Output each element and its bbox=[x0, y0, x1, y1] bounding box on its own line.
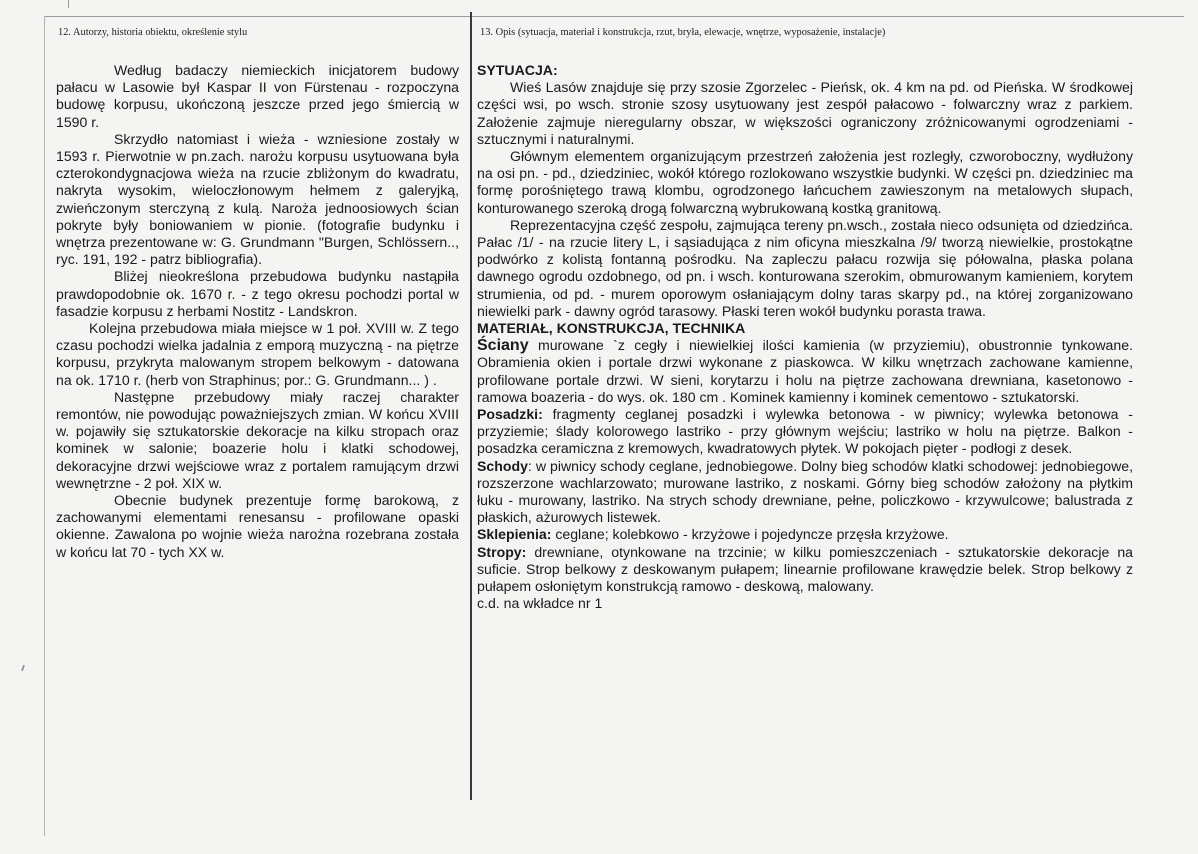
item-label: Posadzki: bbox=[477, 406, 543, 423]
history-paragraph: Obecnie budynek prezentuje formę barokową, z zachowanymi elementami renesansu - profilowane opaski okienne. Zawalona po wojnie wieża narożna rozebrana została w końcu lat 70 - tych XX w. bbox=[56, 492, 459, 560]
material-item-walls bbox=[477, 337, 1133, 406]
item-text: fragmenty ceglanej posadzki i wylewka betonowa - w piwnicy; wylewka betonowa - przyziemie; ślady kolorowego lastriko - przy głównym wejściu; lastriko w holu na piętrze. Balkon - posadzka ceramiczna z kremowych, kwadratowych płytek. W pokojach pięter - podłogi z desek. bbox=[477, 406, 1133, 457]
section-header-right: 13. Opis (sytuacja, materiał i konstrukcja, rzut, bryła, elewacje, wnętrze, wyposażenie, instalacje) bbox=[480, 27, 886, 38]
history-paragraph: Następne przebudowy miały raczej charakter remontów, nie powodując poważniejszych zmian. W końcu XVIII w. pojawiły się sztukatorskie dekoracje na kilku stropach oraz kominek w salonie; boazerie holu i klatki schodowej, dekoracyjne drzwi wejściowe wraz z portalem ramującym drzwi wewnętrzne - 2 poł. XIX w. bbox=[56, 388, 459, 491]
sytuacja-paragraph: Głównym elementem organizującym przestrzeń założenia jest rozległy, czworoboczny, wydłużony na osi pn. - pd., dziedziniec, wokół którego rozlokowano wszystkie budynki. W części pn. dziedziniec ma formę porośniętego trawą klombu, ogrodzonego łańcuchem zawieszonym na metalowych słupach, konturowanego szeroką drogą folwarczną wybrukowaną kostką granitową. bbox=[477, 148, 1133, 216]
material-item-ceilings bbox=[477, 544, 1133, 596]
item-label: Sklepienia: bbox=[477, 526, 552, 543]
column-divider bbox=[470, 12, 472, 800]
material-heading: MATERIAŁ, KONSTRUKCJA, TECHNIKA bbox=[477, 320, 746, 337]
sytuacja-heading: SYTUACJA: bbox=[477, 62, 558, 78]
continuation-note: c.d. na wkładce nr 1 bbox=[477, 595, 603, 612]
material-item-vaults bbox=[477, 526, 1133, 543]
sytuacja-paragraph: Reprezentacyjna część zespołu, zajmująca tereny pn.wsch., została nieco odsunięta od dziedzińca. Pałac /1/ - na rzucie litery L, i sąsiadująca z nim oficyna mieszkalna /9/ tworzą niewielkie, prostokątne podwórko z kolistą fontanną pośrodku. Na zapleczu pałacu rozwija się półowalna, płaska polana dawnego ogrodu ozdobnego, od pn. i wsch. konturowana szerokim, obmurowanym kamieniem, korytem strumienia, od pd. - murem oporowym osłaniającym dolny taras skarpy pd., na której zorganizowano niewielki park - dawny ogród tarasowy. Płaski teren wokół budynku porasta trawa. bbox=[477, 216, 1133, 319]
item-text: ceglane; kolebkowo - krzyżowe i pojedyncze przęsła krzyżowe. bbox=[551, 526, 949, 543]
frame-left-line bbox=[44, 16, 45, 836]
history-paragraph: Według badaczy niemieckich inicjatorem budowy pałacu w Lasowie był Kaspar II von Fürstenau - rozpoczyna budowę korpusu, ukończoną jeszcze przed jego śmiercią w 1590 r. bbox=[56, 62, 459, 130]
material-item-stairs bbox=[477, 458, 1133, 527]
sytuacja-paragraph: Wieś Lasów znajduje się przy szosie Zgorzelec - Pieńsk, ok. 4 km na pd. od Pieńska. W środkowej części wsi, po wsch. stronie szosy usytuowany jest zespół pałacowo - folwarczny wraz z parkiem. Założenie zajmuje nieregularny obszar, w większości ograniczony zróżnicowanymi ogrodzeniami - sztucznymi i naturalnymi. bbox=[477, 79, 1133, 147]
history-paragraph: Kolejna przebudowa miała miejsce w 1 poł. XVIII w. Z tego czasu pochodzi wielka jadalnia z emporą muzyczną - na piętrze korpusu, przykryta malowanym stropem belkowym - datowana na ok. 1710 r. (herb von Straphinus; por.: G. Grundmann... ) . bbox=[56, 320, 459, 388]
item-text: : w piwnicy schody ceglane, jednobiegowe. Dolny bieg schodów klatki schodowej: jednobiegowe, rozszerzone wachlarzowato; murowane lastriko, z noskami. Górny bieg schodów założony na płytkim łuku - murowany, lastriko. Na strych schody drewniane, pełne, policzkowo - krzywulcowe; balustrada z płaskich, ażurowych listewek. bbox=[477, 457, 1133, 526]
scan-mark bbox=[21, 665, 25, 671]
item-label: Schody bbox=[477, 457, 528, 474]
material-item-floors bbox=[477, 406, 1133, 458]
history-column bbox=[56, 62, 459, 561]
scan-mark bbox=[68, 0, 69, 8]
item-text: drewniane, otynkowane na trzcinie; w kilku pomieszczeniach - sztukatorskie dekoracje na suficie. Strop belkowy z deskowanym pułapem; linearnie profilowane krawędzie belek. Strop belkowy z pułapem osłoniętym konstrukcją ramowo - deskową, malowany. bbox=[477, 543, 1133, 595]
section-header-left: 12. Autorzy, historia obiektu, określenie stylu bbox=[58, 27, 248, 38]
history-paragraph: Bliżej nieokreślona przebudowa budynku nastąpiła prawdopodobnie ok. 1670 r. - z tego okresu pochodzi portal w fasadzie korpusu z herbami Nostitz - Landskron. bbox=[56, 268, 459, 319]
history-paragraph: Skrzydło natomiast i wieża - wzniesione zostały w 1593 r. Pierwotnie w pn.zach. narożu korpusu usytuowana była czterokondygnacjowa wieża na rzucie zbliżonym do kwadratu, nakryta wysokim, wieloczłonowym hełmem z galeryjką, zwieńczonym sterczyną z kulą. Naroża jednoosiowych ścian pokryte były boniowaniem w pionie. (fotografie budynku i wnętrza prezentowane w: G. Grundmann "Burgen, Schlössern.., ryc. 191, 192 - patrz bibliografia). bbox=[56, 130, 459, 268]
description-column bbox=[477, 62, 1133, 613]
frame-top-line bbox=[44, 16, 1184, 17]
item-text: murowane `z cegły i niewielkiej ilości kamienia (w przyziemiu), obustronnie tynkowane. Obramienia okien i portale drzwi wykonane z piaskowca. W kilku wnętrzach zachowane kamienne, profilowane portale drzwi. W sieni, korytarzu i holu na piętrze zachowana drewniana, kasetonowo - ramowa boazeria - do wys. ok. 180 cm . Kominek kamienny i kominek cementowo - sztukatorski. bbox=[477, 337, 1133, 405]
item-label: Ściany bbox=[477, 337, 529, 355]
item-label: Stropy: bbox=[477, 543, 527, 560]
